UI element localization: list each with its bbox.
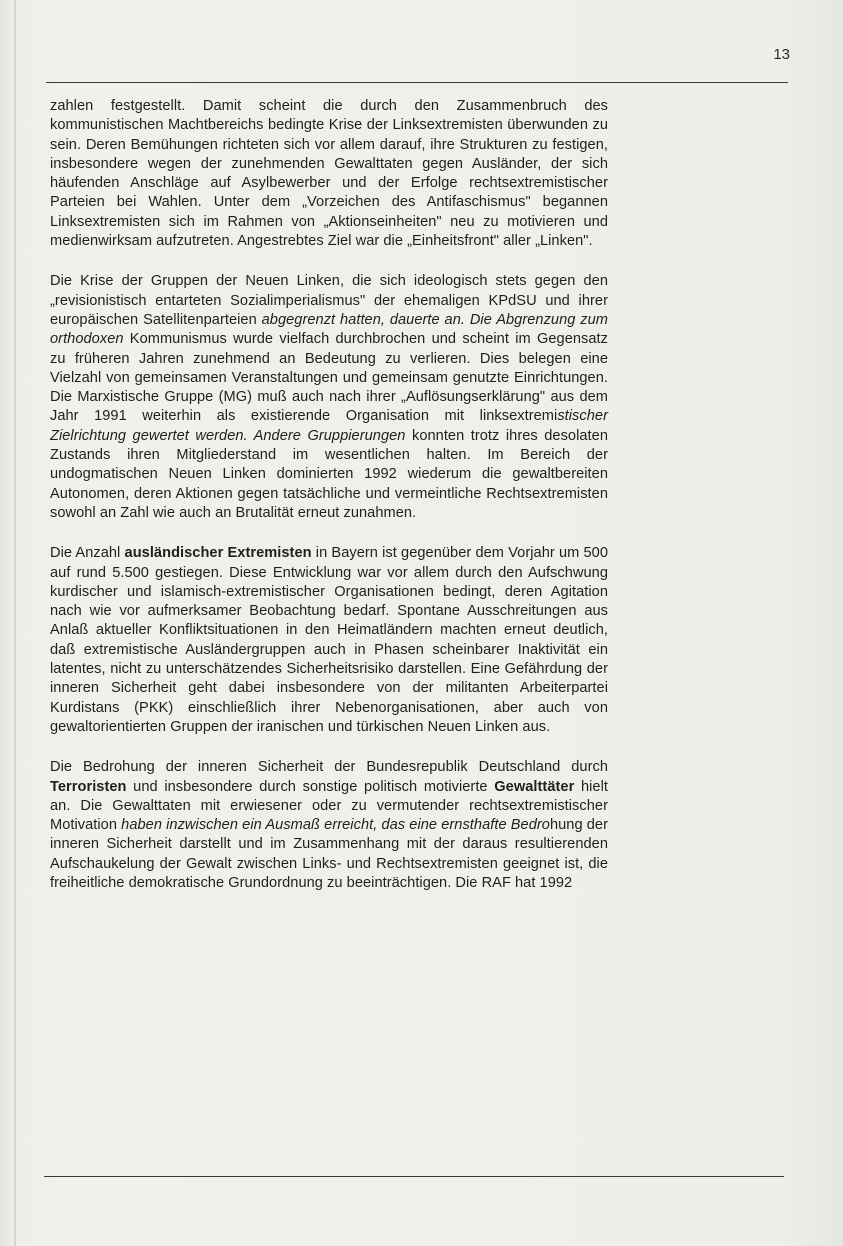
- bold-term: Gewalttäter: [494, 778, 575, 795]
- body-text: [50, 97, 608, 893]
- text-run: Kommunismus wurde vielfach durchbrochen und scheint im Gegensatz zu früheren Jahren zunehmend an Bedeutung zu verlieren. Dies belegen eine Vielzahl von gemeinsamen Veranstaltungen und gemeinsam genutzte Einrichtungen. Die Marxistische Gruppe (MG) muß auch nach ihrer „Auflösungserklärung" aus dem Jahr 1991 weiterhin als existierende Organisation mit linksextremi: [50, 331, 608, 425]
- footer-rule: [44, 1176, 784, 1177]
- paragraph: [50, 544, 608, 737]
- italic-run: abgegrenzt hatten, dauerte an. Die Abgrenzung zum orthodoxen: [50, 311, 608, 348]
- text-run: in Bayern ist gegenüber dem Vorjahr um 500 auf rund 5.500 gestiegen. Diese Entwicklung war vor allem durch den Aufschwung kurdischer und islamisch-extremistischer Organisationen bedingt, deren Agitation nach wie vor aufmerksamer Beobachtung bedarf. Spontane Ausschreitungen aus Anlaß aktueller Konfliktsituationen in den Heimatländern machten erneut deutlich, daß extremistische Ausländergruppen auch in Phasen scheinbarer Inaktivität ein latentes, nicht zu unterschätzendes Sicherheitsrisiko darstellen. Eine Gefährdung der inneren Sicherheit geht dabei insbesondere von der militanten Arbeiterpartei Kurdistans (PKK) einschließlich ihrer Nebenorganisationen, aber auch von gewaltorientierten Gruppen der iranischen und türkischen Neuen Linken aus.: [50, 545, 609, 735]
- text-run: zahlen festgestellt. Damit scheint die durch den Zusammenbruch des kommunistischen Machtbereichs bedingte Krise der Linksextremisten überwunden zu sein. Deren Bemühungen richteten sich vor allem darauf, ihre Strukturen zu festigen, insbesondere wegen der zunehmenden Gewalttaten gegen Ausländer, der sich häufenden Anschläge auf Asylbewerber und der Erfolge rechtsextremistischer Parteien bei Wahlen. Unter dem „Vorzeichen des Antifaschismus" begannen Linksextremisten sich im Rahmen von „Aktionseinheiten" neu zu motivieren und medienwirksam aufzutreten. Angestrebtes Ziel war die „Einheitsfront" aller „Linken".: [50, 98, 608, 250]
- text-run: hung der inneren Sicherheit darstellt und im Zusammenhang mit der daraus resultierenden Aufschaukelung der Gewalt zwischen Links- und Rechtsextremisten geeignet ist, die freiheitliche demokratische Grundordnung zu beeinträchtigen. Die RAF hat 1992: [50, 817, 609, 891]
- page-number: 13: [773, 46, 790, 63]
- text-run: hielt an. Die Gewalttaten mit erwiesener oder zu vermutender rechtsextremistischer Motivation: [50, 778, 608, 834]
- paragraph: [50, 272, 608, 523]
- bold-term: ausländischer Extremisten: [124, 545, 312, 562]
- text-run: Die Krise der Gruppen der Neuen Linken, die sich ideologisch stets gegen den „revisionistisch entarteten Sozialimperialismus" der ehemaligen KPdSU und ihrer europäischen Satellitenparteien: [50, 273, 608, 328]
- bold-term: Terroristen: [50, 778, 127, 795]
- page-edge: [14, 0, 16, 1246]
- text-run: konnten trotz ihres desolaten Zustands ihren Mitgliederstand im wesentlichen halten. Im Bereich der undogmatischen Neuen Linken dominierten 1992 wiederum die gewaltbereiten Autonomen, deren Aktionen gegen tatsächliche und vermeintliche Rechtsextremisten sowohl an Zahl wie auch an Brutalität erneut zunahmen.: [50, 427, 608, 521]
- text-run: Die Anzahl: [50, 545, 125, 562]
- italic-run: haben inzwischen ein Ausmaß erreicht, das eine ernsthafte Bedro: [121, 817, 550, 834]
- italic-run: stischer Zielrichtung gewertet werden. Andere Gruppierungen: [50, 408, 608, 444]
- paragraph: [50, 97, 608, 251]
- text-run: und insbesondere durch sonstige politisch motivierte: [126, 778, 495, 795]
- text-run: Die Bedrohung der inneren Sicherheit der Bundesrepublik Deutschland durch: [50, 759, 608, 776]
- header-rule: [46, 82, 788, 83]
- paragraph: [50, 758, 608, 893]
